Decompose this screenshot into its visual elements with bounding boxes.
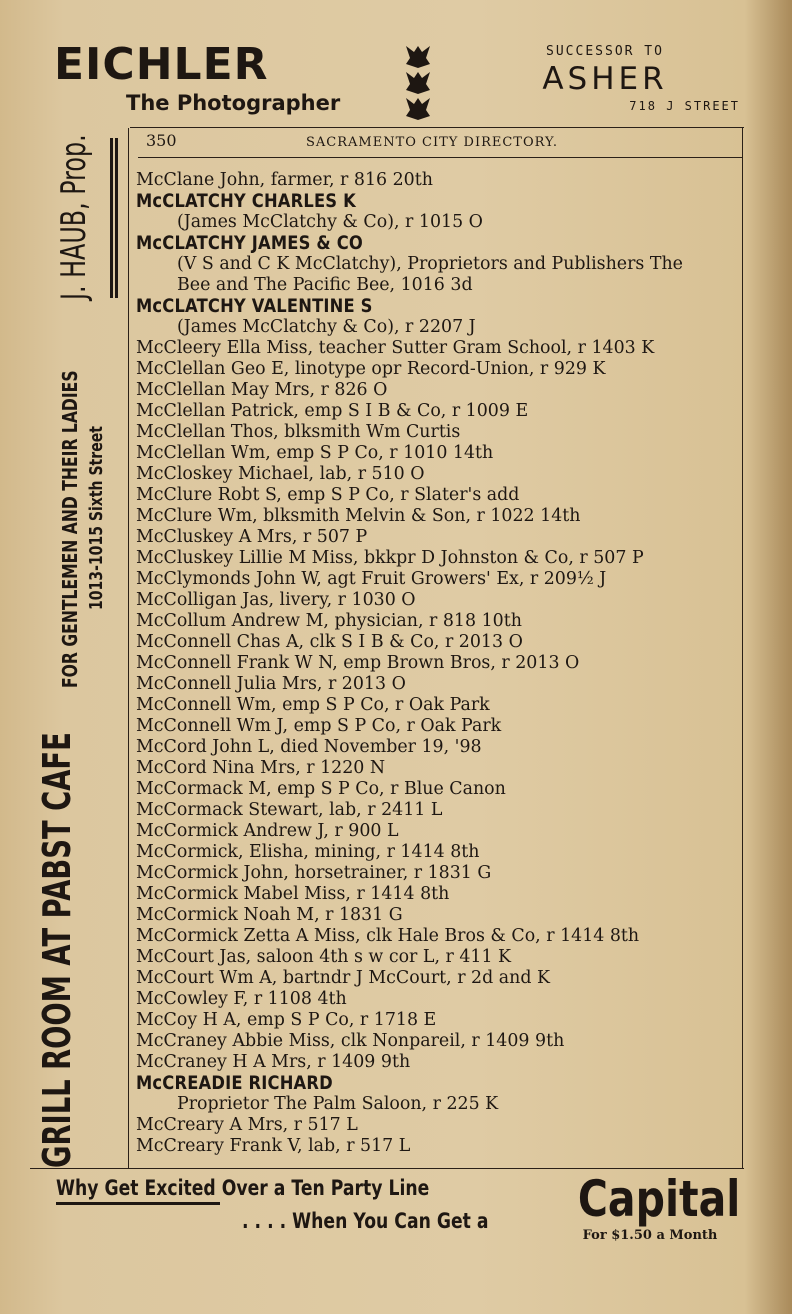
eichler-brand: EICHLER — [54, 39, 269, 90]
directory-heading-entry — [136, 296, 742, 317]
entry-text: Proprietor The Palm Saloon, r 225 K — [177, 1094, 499, 1114]
directory-entry — [136, 548, 742, 569]
entry-text: McClellan Wm, emp S P Co, r 1010 14th — [136, 443, 494, 463]
eichler-tagline: The Photographer — [126, 91, 341, 115]
directory-entry — [136, 821, 742, 842]
entry-text: (V S and C K McClatchy), Proprietors and Publishers The — [177, 254, 683, 274]
entry-text: McClure Robt S, emp S P Co, r Slater's add — [136, 485, 520, 505]
directory-entry — [136, 758, 742, 779]
entry-text: McConnell Julia Mrs, r 2013 O — [136, 674, 406, 694]
entry-text: McCraney H A Mrs, r 1409 9th — [136, 1052, 411, 1072]
ornament-icon — [404, 44, 432, 122]
directory-entry — [136, 275, 742, 296]
entry-text: McCREADIE RICHARD — [136, 1073, 333, 1094]
party-line-ad — [56, 1176, 516, 1233]
directory-entry — [136, 737, 742, 758]
entry-text: McCleery Ella Miss, teacher Sutter Gram School, r 1403 K — [136, 338, 655, 358]
directory-entry — [136, 779, 742, 800]
entry-text: McCourt Jas, saloon 4th s w cor L, r 411 K — [136, 947, 512, 967]
entry-text: McConnell Wm J, emp S P Co, r Oak Park — [136, 716, 502, 736]
directory-entry — [136, 1031, 742, 1052]
directory-heading-entry — [136, 233, 742, 254]
entry-text: Bee and The Pacific Bee, 1016 3d — [177, 275, 473, 295]
entry-text: McCraney Abbie Miss, clk Nonpareil, r 1409 9th — [136, 1031, 565, 1051]
directory-entry — [136, 968, 742, 989]
haub-rule-bars — [110, 138, 118, 298]
capital-ad — [560, 1170, 740, 1243]
directory-entry — [136, 464, 742, 485]
directory-entry — [136, 527, 742, 548]
entry-text: McCormick, Elisha, mining, r 1414 8th — [136, 842, 480, 862]
capital-name: Capital — [577, 1170, 741, 1228]
entry-text: McClymonds John W, agt Fruit Growers' Ex, r 209½ J — [136, 569, 607, 589]
entry-text: McCormack Stewart, lab, r 2411 L — [136, 800, 443, 820]
directory-entry — [136, 611, 742, 632]
directory-entry — [136, 485, 742, 506]
entry-text: McCormick John, horsetrainer, r 1831 G — [136, 863, 492, 883]
get-a-text: . . . . When You Can Get a — [242, 1209, 489, 1233]
directory-entry — [136, 674, 742, 695]
sixth-street-address: 1013-1015 Sixth Street — [86, 426, 107, 610]
entry-text: McCloskey Michael, lab, r 510 O — [136, 464, 425, 484]
entry-text: McCord Nina Mrs, r 1220 N — [136, 758, 386, 778]
directory-entry — [136, 905, 742, 926]
page-title: SACRAMENTO CITY DIRECTORY. — [306, 135, 559, 150]
entry-text: McCLATCHY CHARLES K — [136, 191, 356, 212]
entry-text: McCourt Wm A, bartndr J McCourt, r 2d and K — [136, 968, 551, 988]
entry-text: McColligan Jas, livery, r 1030 O — [136, 590, 416, 610]
directory-entry — [136, 1115, 742, 1136]
entry-text: (James McClatchy & Co), r 2207 J — [177, 317, 476, 337]
haub-proprietor: J. HAUB, Prop. — [54, 134, 94, 300]
entry-text: McCollum Andrew M, physician, r 818 10th — [136, 611, 522, 631]
directory-entry — [136, 380, 742, 401]
directory-entry — [136, 1052, 742, 1073]
directory-entry — [136, 1010, 742, 1031]
directory-heading-entry — [136, 191, 742, 212]
directory-entry — [136, 338, 742, 359]
party-line-text: Why Get Excited Over a Ten Party Line — [56, 1176, 430, 1200]
entry-text: McCormick Zetta A Miss, clk Hale Bros & Co, r 1414 8th — [136, 926, 640, 946]
entry-text: McClellan Geo E, linotype opr Record-Union, r 929 K — [136, 359, 606, 379]
directory-entry — [136, 695, 742, 716]
entry-text: McCLATCHY JAMES & CO — [136, 233, 363, 254]
capital-price: For $1.50 a Month — [582, 1228, 718, 1243]
party-line-underline — [56, 1202, 220, 1205]
directory-entry — [136, 884, 742, 905]
entry-text: McCowley F, r 1108 4th — [136, 989, 347, 1009]
frame-left-rule — [128, 128, 129, 1168]
directory-entry — [136, 569, 742, 590]
directory-entry — [136, 1136, 742, 1157]
frame-bottom-rule — [30, 1168, 744, 1169]
directory-entry — [136, 947, 742, 968]
directory-entry — [136, 926, 742, 947]
asher-name: ASHER — [542, 61, 668, 97]
entry-text: McClane John, farmer, r 816 20th — [136, 170, 433, 190]
entry-text: McCormick Mabel Miss, r 1414 8th — [136, 884, 450, 904]
grill-room-ad: GRILL ROOM AT PABST CAFE — [35, 732, 79, 1168]
directory-entry — [136, 1094, 742, 1115]
eichler-ad — [54, 40, 340, 116]
entry-text: McCreary A Mrs, r 517 L — [136, 1115, 358, 1135]
page-number: 350 — [146, 131, 177, 150]
entry-text: McCLATCHY VALENTINE S — [136, 296, 373, 317]
successor-label: SUCCESSOR TO — [546, 44, 664, 59]
entry-text: McClure Wm, blksmith Melvin & Son, r 1022 14th — [136, 506, 581, 526]
directory-entry — [136, 800, 742, 821]
entry-text: McConnell Chas A, clk S I B & Co, r 2013 O — [136, 632, 523, 652]
directory-heading-entry — [136, 1073, 742, 1094]
page-header — [146, 131, 740, 153]
asher-ad — [470, 44, 740, 113]
directory-entry — [136, 506, 742, 527]
entry-text: McCreary Frank V, lab, r 517 L — [136, 1136, 411, 1156]
entry-text: McCormick Noah M, r 1831 G — [136, 905, 403, 925]
frame-top-rule — [130, 127, 744, 128]
entry-text: McCluskey Lillie M Miss, bkkpr D Johnston & Co, r 507 P — [136, 548, 644, 568]
asher-address: 718 J STREET — [629, 99, 740, 113]
entry-text: McCluskey A Mrs, r 507 P — [136, 527, 368, 547]
directory-entry — [136, 632, 742, 653]
header-rule — [138, 157, 742, 158]
frame-right-rule — [742, 128, 743, 1168]
gentlemen-ladies-ad: FOR GENTLEMEN AND THEIR LADIES — [58, 370, 82, 688]
directory-entry — [136, 422, 742, 443]
entry-text: McClellan May Mrs, r 826 O — [136, 380, 388, 400]
directory-entry — [136, 254, 742, 275]
directory-entry — [136, 842, 742, 863]
directory-entry — [136, 443, 742, 464]
directory-entry — [136, 716, 742, 737]
entry-text: McConnell Wm, emp S P Co, r Oak Park — [136, 695, 490, 715]
entry-text: McClellan Thos, blksmith Wm Curtis — [136, 422, 461, 442]
directory-entry — [136, 401, 742, 422]
entry-text: McCoy H A, emp S P Co, r 1718 E — [136, 1010, 437, 1030]
directory-entry — [136, 863, 742, 884]
directory-entries — [136, 170, 742, 1157]
directory-entry — [136, 212, 742, 233]
entry-text: McClellan Patrick, emp S I B & Co, r 1009 E — [136, 401, 529, 421]
entry-text: McCormick Andrew J, r 900 L — [136, 821, 399, 841]
directory-entry — [136, 170, 742, 191]
entry-text: McCord John L, died November 19, '98 — [136, 737, 482, 757]
entry-text: (James McClatchy & Co), r 1015 O — [177, 212, 483, 232]
directory-entry — [136, 317, 742, 338]
directory-entry — [136, 989, 742, 1010]
directory-entry — [136, 653, 742, 674]
directory-entry — [136, 359, 742, 380]
directory-entry — [136, 590, 742, 611]
entry-text: McCormack M, emp S P Co, r Blue Canon — [136, 779, 506, 799]
entry-text: McConnell Frank W N, emp Brown Bros, r 2013 O — [136, 653, 580, 673]
